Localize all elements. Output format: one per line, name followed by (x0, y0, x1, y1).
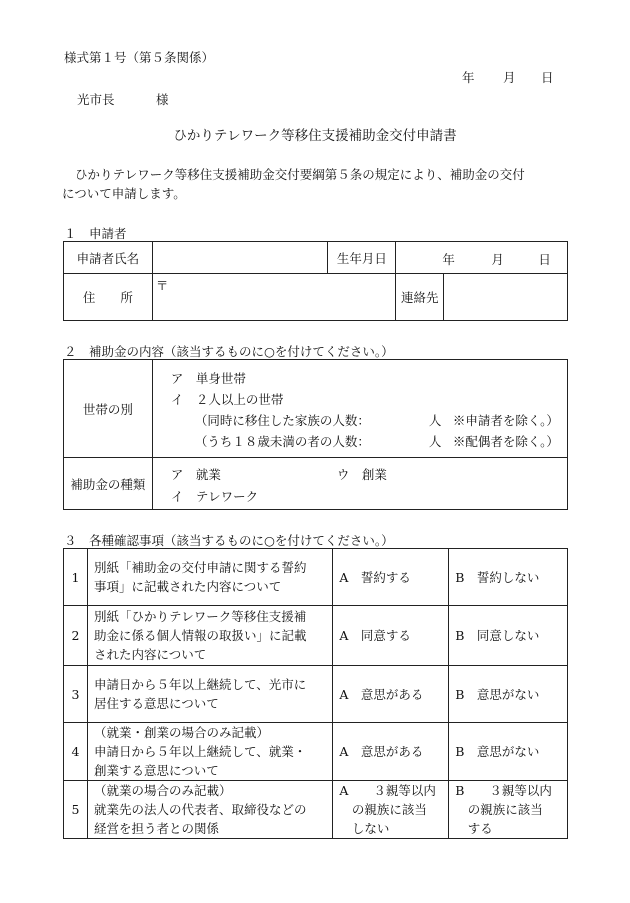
confirmation-table (63, 548, 568, 839)
minor-count-label: （うち１８歳未満の者の人数： (194, 434, 370, 449)
row-number: 2 (64, 606, 88, 666)
contact-label: 連絡先 (396, 274, 444, 321)
household-label: 世帯の別 (64, 360, 153, 458)
contact-field[interactable] (444, 274, 568, 321)
minor-count-unit: 人 (428, 434, 442, 449)
option-a[interactable]: A ３親等以内 の親族に該当 しない (333, 781, 449, 839)
subsidy-table (63, 359, 568, 510)
table-row (64, 606, 568, 666)
option-a[interactable]: A 誓約する (333, 549, 449, 606)
family-count-unit: 人 (428, 413, 442, 428)
table-row (64, 549, 568, 606)
date-year: 年 (462, 70, 475, 85)
option-b[interactable]: B 意思がない (449, 723, 568, 781)
section1-heading: １ 申請者 (64, 226, 127, 241)
intro-line-2: について申請します。 (62, 186, 186, 201)
option-b[interactable]: B ３親等以内 の親族に該当 する (449, 781, 568, 839)
addressee: 光市長 (77, 92, 115, 107)
row-number: 1 (64, 549, 88, 606)
applicant-name-field[interactable] (152, 242, 328, 274)
row-item: 別紙「ひかりテレワーク等移住支援補 助金に係る個人情報の取扱い」に記載 された内容について (87, 606, 332, 666)
section3-heading: ３ 各種確認事項（該当するものに○を付けてください。） (64, 533, 394, 548)
household-option-i[interactable]: イ ２人以上の世帯 (170, 392, 284, 407)
minor-count-note: ※配偶者を除く。） (452, 434, 559, 449)
row-item: （就業の場合のみ記載） 就業先の法人の代表者、取締役などの 経営を担う者との関係 (87, 781, 332, 839)
row-number: 5 (64, 781, 88, 839)
section2-heading: ２ 補助金の内容（該当するものに○を付けてください。） (64, 344, 394, 359)
option-b[interactable]: B 意思がない (449, 666, 568, 723)
birthdate-label: 生年月日 (328, 242, 396, 274)
option-b[interactable]: B 誓約しない (449, 549, 568, 606)
option-b[interactable]: B 同意しない (449, 606, 568, 666)
document-title: ひかりテレワーク等移住支援補助金交付申請書 (173, 128, 457, 144)
honorific: 様 (156, 92, 169, 107)
birth-month: 月 (491, 252, 504, 267)
applicant-name-label: 申請者氏名 (64, 242, 153, 274)
family-count-note: ※申請者を除く。） (452, 413, 559, 428)
table-row (64, 781, 568, 839)
row-number: 4 (64, 723, 88, 781)
type-option-i[interactable]: イ テレワーク (170, 489, 259, 504)
option-a[interactable]: A 意思がある (333, 666, 449, 723)
date-month: 月 (503, 70, 516, 85)
option-a[interactable]: A 同意する (333, 606, 449, 666)
table-row (64, 666, 568, 723)
row-number: 3 (64, 666, 88, 723)
household-option-a[interactable]: ア 単身世帯 (170, 371, 246, 386)
address-field[interactable] (152, 274, 395, 321)
option-a[interactable]: A 意思がある (333, 723, 449, 781)
birth-day: 日 (538, 252, 551, 267)
type-option-u[interactable]: ウ 創業 (336, 467, 387, 482)
row-item: 別紙「補助金の交付申請に関する誓約 事項」に記載された内容について (87, 549, 332, 606)
form-number: 様式第１号（第５条関係） (64, 50, 215, 65)
date-day: 日 (541, 70, 554, 85)
row-item: 申請日から５年以上継続して、光市に 居住する意思について (87, 666, 332, 723)
family-count-label: （同時に移住した家族の人数： (194, 413, 370, 428)
subsidy-type-options (152, 458, 567, 510)
household-options (152, 360, 567, 458)
address-label: 住 所 (64, 274, 153, 321)
table-row (64, 723, 568, 781)
row-item: （就業・創業の場合のみ記載） 申請日から５年以上継続して、就業・ 創業する意思について (87, 723, 332, 781)
subsidy-type-label: 補助金の種類 (64, 458, 153, 510)
birth-year: 年 (442, 252, 455, 267)
postal-mark: 〒 (155, 278, 169, 293)
birthdate-field[interactable] (396, 242, 568, 274)
applicant-table (63, 241, 568, 321)
intro-line-1: ひかりテレワーク等移住支援補助金交付要綱第５条の規定により、補助金の交付 (75, 167, 525, 182)
type-option-a[interactable]: ア 就業 (170, 467, 221, 482)
